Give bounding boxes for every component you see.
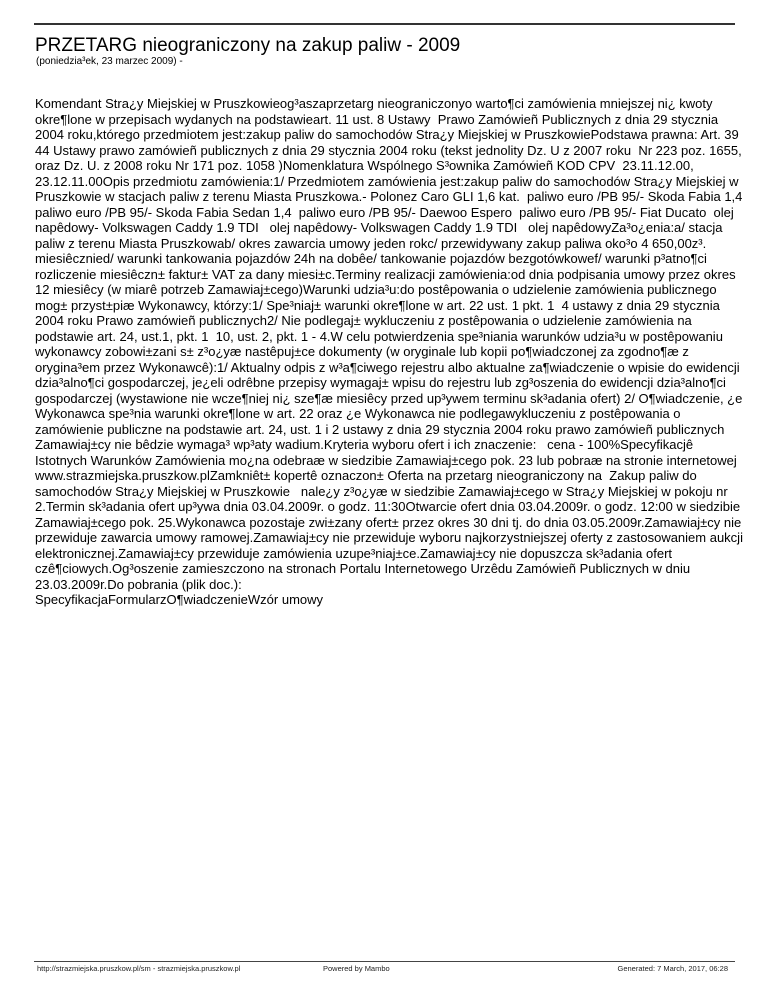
bottom-divider (34, 961, 735, 962)
footer-url: http://strazmiejska.pruszkow.pl/sm - strazmiejska.pruszkow.pl (37, 964, 241, 973)
article-body (35, 96, 750, 608)
article-paragraph: Komendant Stra¿y Miejskiej w Pruszkowieog³aszaprzetarg nieograniczonyo warto¶ci zamówienia mniejszej ni¿ kwoty okre¶lone w przepisach wydanych na podstawieart. 11 ust. 8 Ustawy Prawo Zamówieñ Publicznych z dnia 29 stycznia 2004 roku,którego przedmiotem jest:zakup paliw do samochodów Stra¿y Miejskiej w PruszkowiePodstawa prawna: Art. 39 44 Ustawy prawo zamówieñ publicznych z dnia 29 stycznia 2004 roku (tekst jednolity Dz. U z 2007 roku Nr 223 poz. 1655, oraz Dz. U. z 2008 roku Nr 171 poz. 1058 )Nomenklatura Wspólnego S³ownika Zamówieñ KOD CPV 23.11.12.00, 23.12.11.00Opis przedmiotu zamówienia:1/ Przedmiotem zamówienia jest:zakup paliw do samochodów Stra¿y Miejskiej w Pruszkowie w stacjach paliw z terenu Miasta Pruszkowa.- Polonez Caro GLI 1,6 kat. paliwo euro /PB 95/- Skoda Fabia 1,4 paliwo euro /PB 95/- Skoda Fabia Sedan 1,4 paliwo euro /PB 95/- Daewoo Espero paliwo euro /PB 95/- Fiat Ducato olej napêdowy- Volkswagen Caddy 1.9 TDI olej napêdowy- Volkswagen Caddy 1.9 TDI olej napêdowyZa³o¿enia:a/ stacja paliw z terenu Miasta Pruszkowab/ okres zawarcia umowy jeden rokc/ przewidywany zakup paliwa oko³o 4 650,00z³. miesiêcznied/ warunki tankowania pojazdów 24h na dobêe/ tankowanie pojazdów bezgotówkowef/ warunki p³atno¶ci rozliczenie miesiêczn± faktur± VAT za dany miesi±c.Terminy realizacji zamówienia:od dnia podpisania umowy przez okres 12 miesiêcy (w miarê potrzeb Zamawiaj±cego)Warunki udzia³u:do postêpowania o udzielenie zamówienia publicznego mog± przyst±piæ Wykonawcy, którzy:1/ Spe³niaj± warunki okre¶lone w art. 22 ust. 1 pkt. 1 4 ustawy z dnia 29 stycznia 2004 roku Prawo zamówieñ publicznych2/ Nie podlegaj± wykluczeniu z postêpowania o udzielenie zamówienia na podstawie art. 24, ust.1, pkt. 1 10, ust. 2, pkt. 1 - 4.W celu potwierdzenia spe³niania warunków udzia³u w postêpowaniu wykonawcy zobowi±zani s± z³o¿yæ nastêpuj±ce dokumenty (w oryginale lub kopii po¶wiadczonej za zgodno¶æ z orygina³em przez Wykonawcê):1/ Aktualny odpis z w³a¶ciwego rejestru albo aktualne za¶wiadczenie o wpisie do ewidencji dzia³alno¶ci gospodarczej, je¿eli odrêbne przepisy wymagaj± wpisu do rejestru lub zg³oszenia do ewidencji dzia³alno¶ci gospodarczej (wystawione nie wcze¶niej ni¿ sze¶æ miesiêcy przed up³ywem terminu sk³adania ofert) 2/ O¶wiadczenie, ¿e Wykonawca spe³nia warunki okre¶lone w art. 22 oraz ¿e Wykonawca nie podlegawykluczeniu z postêpowania o zamówienie publiczne na podstawie art. 24, ust. 1 i 2 ustawy z dnia 29 stycznia 2004 roku prawo zamówieñ publicznych Zamawiaj±cy nie bêdzie wymaga³ wp³aty wadium.Kryteria wyboru ofert i ich znaczenie: cena - 100%Specyfikacjê Istotnych Warunków Zamówienia mo¿na odebraæ w siedzibie Zamawiaj±cego pok. 23 lub pobraæ na stronie internetowej www.strazmiejska.pruszkow.plZamkniêt± kopertê oznaczon± Oferta na przetarg nieograniczony na Zakup paliw do samochodów Stra¿y Miejskiej w Pruszkowie nale¿y z³o¿yæ w siedzibie Zamawiaj±cego w Stra¿y Miejskiej w pokoju nr 2.Termin sk³adania ofert up³ywa dnia 03.04.2009r. o godz. 11:30Otwarcie ofert dnia 03.04.2009r. o godz. 12:00 w siedzibie Zamawiaj±cego pok. 25.Wykonawca pozostaje zwi±zany ofert± przez okres 30 dni tj. do dnia 03.05.2009r.Zamawiaj±cy nie przewiduje zawarcia umowy ramowej.Zamawiaj±cy nie przewiduje wyboru najkorzystniejszej oferty z zastosowaniem aukcji elektronicznej.Zamawiaj±cy przewiduje zamówienia uzupe³niaj±ce.Zamawiaj±cy nie dopuszcza sk³adania ofert czê¶ciowych.Og³oszenie zamieszczono na stronach Portalu Internetowego Urzêdu Zamówieñ Publicznych w dniu 23.03.2009r.Do pobrania (plik doc.): (35, 96, 750, 592)
download-links[interactable]: SpecyfikacjaFormularzO¶wiadczenieWzór umowy (35, 592, 324, 607)
page-title: PRZETARG nieograniczony na zakup paliw - 2009 (35, 35, 461, 56)
article-date: (poniedzia³ek, 23 marzec 2009) - (36, 56, 183, 67)
footer-generated-date: Generated: 7 March, 2017, 06:28 (617, 964, 728, 973)
top-divider (34, 23, 735, 25)
footer-powered-by: Powered by Mambo (323, 964, 390, 973)
